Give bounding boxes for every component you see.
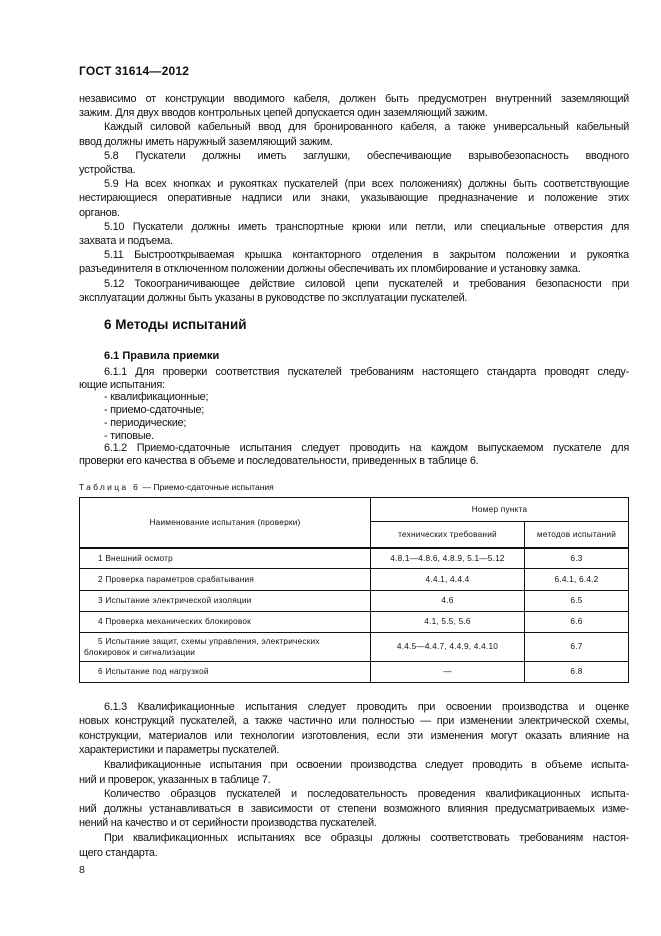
section-heading: 6 Методы испытаний — [104, 317, 247, 333]
text-line: проверки его качества в объеме и последовательности, приведенных в таблице 6. — [79, 454, 479, 467]
text-line: разъединителя в отключенном положении должны обеспечивать их пломбирование и установку замка. — [79, 263, 581, 276]
column-header-name: Наименование испытания (проверки) — [80, 497, 371, 548]
cell-methods: 6.3 — [525, 548, 629, 568]
table-row — [80, 590, 629, 611]
text-line: устройства. — [79, 164, 136, 177]
table-row — [80, 568, 629, 590]
text-line: ний и проверок, указанных в таблице 7. — [79, 773, 271, 786]
text-line: ющие испытания: — [79, 378, 165, 391]
text-line: - периодические; — [104, 416, 187, 429]
text-line: 6.1.2 Приемо-сдаточные испытания следует проводить на каждом выпускаемом пускателе для — [104, 442, 629, 455]
acceptance-tests-table — [79, 497, 629, 683]
cell-name: 5 Испытание защит, схемы управления, электрических блокировок и сигнализации — [80, 632, 371, 661]
table-row — [80, 548, 629, 568]
subsection-heading: 6.1 Правила приемки — [104, 350, 220, 363]
text-line: захвата и подъема. — [79, 235, 173, 248]
text-line: 5.11 Быстрооткрываемая крышка контакторного отделения в закрытом положении и рукоятка — [104, 249, 629, 262]
text-line: органов. — [79, 206, 120, 219]
text-line: - типовые. — [104, 429, 154, 442]
cell-tech: 4.4.1, 4.4.4 — [371, 568, 525, 590]
text-line: Каждый силовой кабельный ввод для бронированного кабеля, а также универсальный кабельный — [104, 121, 629, 134]
text-line: При квалификационных испытаниях все образцы должны соответствовать требованиям настоя- — [104, 832, 629, 845]
text-line: 5.12 Токоограничивающее действие силовой цепи пускателей и требования безопасности при — [104, 277, 629, 290]
column-header-methods: методов испытаний — [525, 521, 629, 548]
cell-tech: 4.6 — [371, 590, 525, 611]
text-line: независимо от конструкции вводимого кабеля, должен быть предусмотрен внутренний заземляющий — [79, 93, 629, 105]
text-line: характеристики и параметры пускателей. — [79, 744, 280, 757]
cell-methods: 6.4.1, 6.4.2 — [525, 568, 629, 590]
text-line: 6.1.1 Для проверки соответствия пускателей требованиям настоящего стандарта проводят следу- — [104, 366, 629, 379]
text-line: щего стандарта. — [79, 846, 158, 859]
cell-methods: 6.7 — [525, 632, 629, 661]
cell-tech: 4.4.5—4.4.7, 4.4.9, 4.4.10 — [371, 632, 525, 661]
document-header: ГОСТ 31614—2012 — [79, 64, 190, 78]
text-line: Количество образцов пускателей и последовательность проведения квалификационных испыта- — [104, 788, 629, 801]
text-line: новых конструкций пускателей, а также частично или полностью — при изменении электрической схемы, — [79, 715, 629, 728]
column-header-group: Номер пункта — [371, 497, 629, 521]
cell-name: 3 Испытание электрической изоляции — [80, 590, 371, 611]
text-line: эксплуатации должны быть указаны в руководстве по эксплуатации пускателей. — [79, 291, 468, 304]
table-caption-label: Таблица 6 — [79, 481, 141, 492]
text-line: - приемо-сдаточные; — [104, 404, 205, 417]
text-line: ний должны устанавливаться в зависимости от степени возможного влияния предусматриваемых изме- — [79, 802, 629, 815]
table-caption-text: — Приемо-сдаточные испытания — [140, 481, 274, 492]
body-text-top — [79, 92, 629, 305]
table-row — [80, 661, 629, 682]
cell-name: 2 Проверка параметров срабатывания — [80, 568, 371, 590]
text-line: 5.10 Пускатели должны иметь транспортные крюки или петли, или специальные отверстия для — [104, 220, 629, 233]
text-line: нений на качество и от серийности производства пускателей. — [79, 817, 377, 830]
cell-methods: 6.6 — [525, 611, 629, 632]
table-row — [80, 611, 629, 632]
table-caption — [79, 481, 629, 493]
text-line: зажим. Для двух вводов контрольных цепей допускается один заземляющий зажим. — [79, 107, 488, 120]
cell-tech: — — [371, 661, 525, 682]
text-line: 6.1.3 Квалификационные испытания следует проводить при освоении производства и оценке — [104, 700, 629, 713]
cell-tech: 4.8.1—4.8.6, 4.8.9, 5.1—5.12 — [371, 548, 525, 568]
text-line: Квалификационные испытания при освоении производства следует проводить в объеме испыта- — [104, 759, 629, 772]
text-line: 5.8 Пускатели должны иметь заглушки, обеспечивающие взрывобезопасность вводного — [104, 149, 629, 162]
cell-name: 4 Проверка механических блокировок — [80, 611, 371, 632]
text-line: ввод должны иметь наружный заземляющий зажим. — [79, 135, 333, 148]
table-row — [80, 632, 629, 661]
column-header-tech: технических требований — [371, 521, 525, 548]
text-line: нестирающиеся оперативные надписи или знаки, указывающие предназначение и положение этих — [79, 192, 629, 205]
page-number: 8 — [79, 864, 85, 877]
text-line: 5.9 На всех кнопках и рукоятках пускателей (при всех положениях) должны быть соответствующие — [104, 178, 629, 191]
body-text-bottom — [79, 700, 629, 861]
cell-name: 1 Внешний осмотр — [80, 548, 371, 568]
body-text-middle — [79, 366, 629, 468]
text-line: - квалификационные; — [104, 391, 209, 404]
cell-methods: 6.8 — [525, 661, 629, 682]
cell-methods: 6.5 — [525, 590, 629, 611]
text-line: конструкции, материалов или технологии изготовления, если эти изменения могут оказать влияние на — [79, 729, 629, 742]
cell-name: 6 Испытание под нагрузкой — [80, 661, 371, 682]
cell-tech: 4.1, 5.5, 5.6 — [371, 611, 525, 632]
